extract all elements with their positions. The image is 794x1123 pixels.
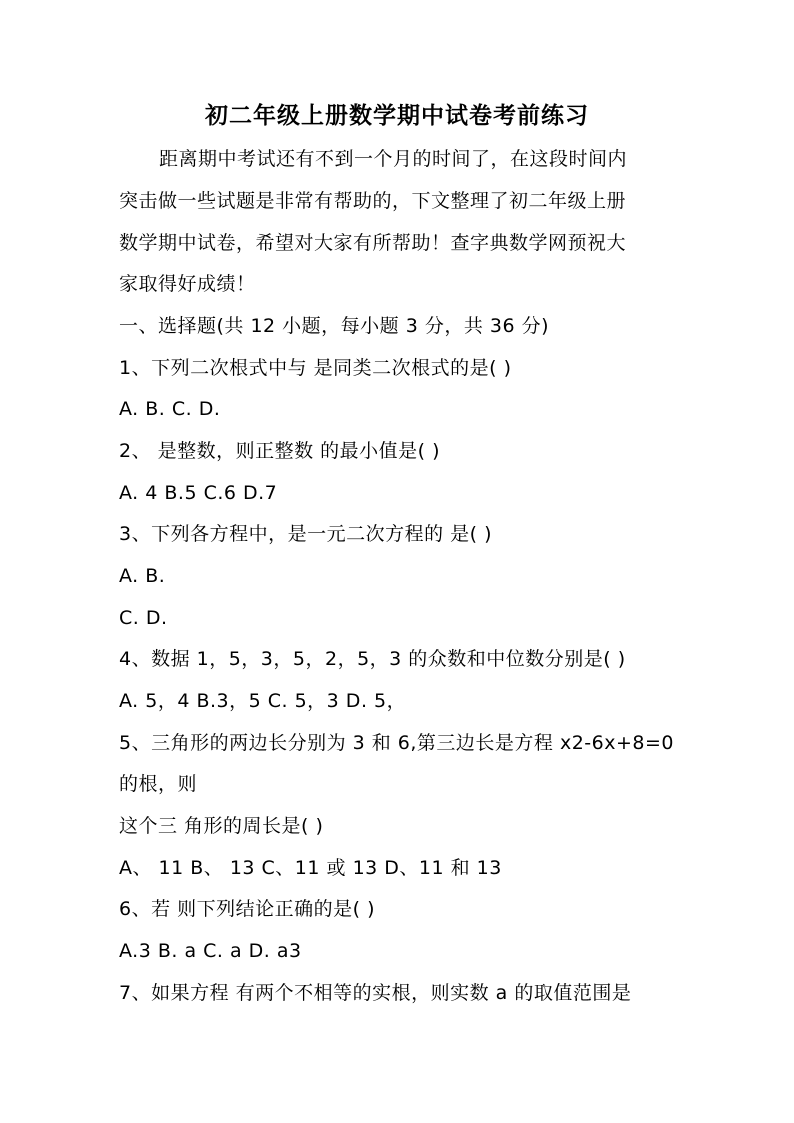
question-line: 的根，则	[119, 773, 198, 795]
section-heading: 一、选择题(共 12 小题，每小题 3 分，共 36 分)	[119, 315, 550, 337]
options-line: A. 4 B.5 C.6 D.7	[119, 482, 278, 504]
options-line: C. D.	[119, 607, 168, 629]
question-line: 4、数据 1，5，3，5，2，5，3 的众数和中位数分别是( )	[119, 648, 626, 670]
intro-line: 数学期中试卷，希望对大家有所帮助！查字典数学网预祝大	[119, 232, 627, 254]
question-line: 1、下列二次根式中与 是同类二次根式的是( )	[119, 357, 512, 379]
question-line: 7、如果方程 有两个不相等的实根，则实数 a 的取值范围是	[119, 982, 632, 1004]
options-line: A. B. C. D.	[119, 398, 221, 420]
document-title: 初二年级上册数学期中试卷考前练习	[205, 102, 589, 129]
question-line: 5、三角形的两边长分别为 3 和 6,第三边长是方程 x2-6x+8=0	[119, 732, 675, 754]
intro-line: 突击做一些试题是非常有帮助的，下文整理了初二年级上册	[119, 190, 627, 212]
question-line: 这个三 角形的周长是( )	[119, 815, 324, 837]
question-line: 3、下列各方程中，是一元二次方程的 是( )	[119, 523, 492, 545]
options-line: A.3 B. a C. a D. a3	[119, 940, 302, 962]
options-line: A. B.	[119, 565, 166, 587]
question-line: 6、若 则下列结论正确的是( )	[119, 898, 375, 920]
options-line: A、 11 B、 13 C、11 或 13 D、11 和 13	[119, 857, 502, 879]
options-line: A. 5，4 B.3，5 C. 5，3 D. 5，	[119, 690, 407, 712]
intro-line: 距离期中考试还有不到一个月的时间了，在这段时间内	[159, 148, 628, 170]
intro-line: 家取得好成绩！	[119, 273, 256, 295]
question-line: 2、 是整数，则正整数 的最小值是( )	[119, 440, 441, 462]
